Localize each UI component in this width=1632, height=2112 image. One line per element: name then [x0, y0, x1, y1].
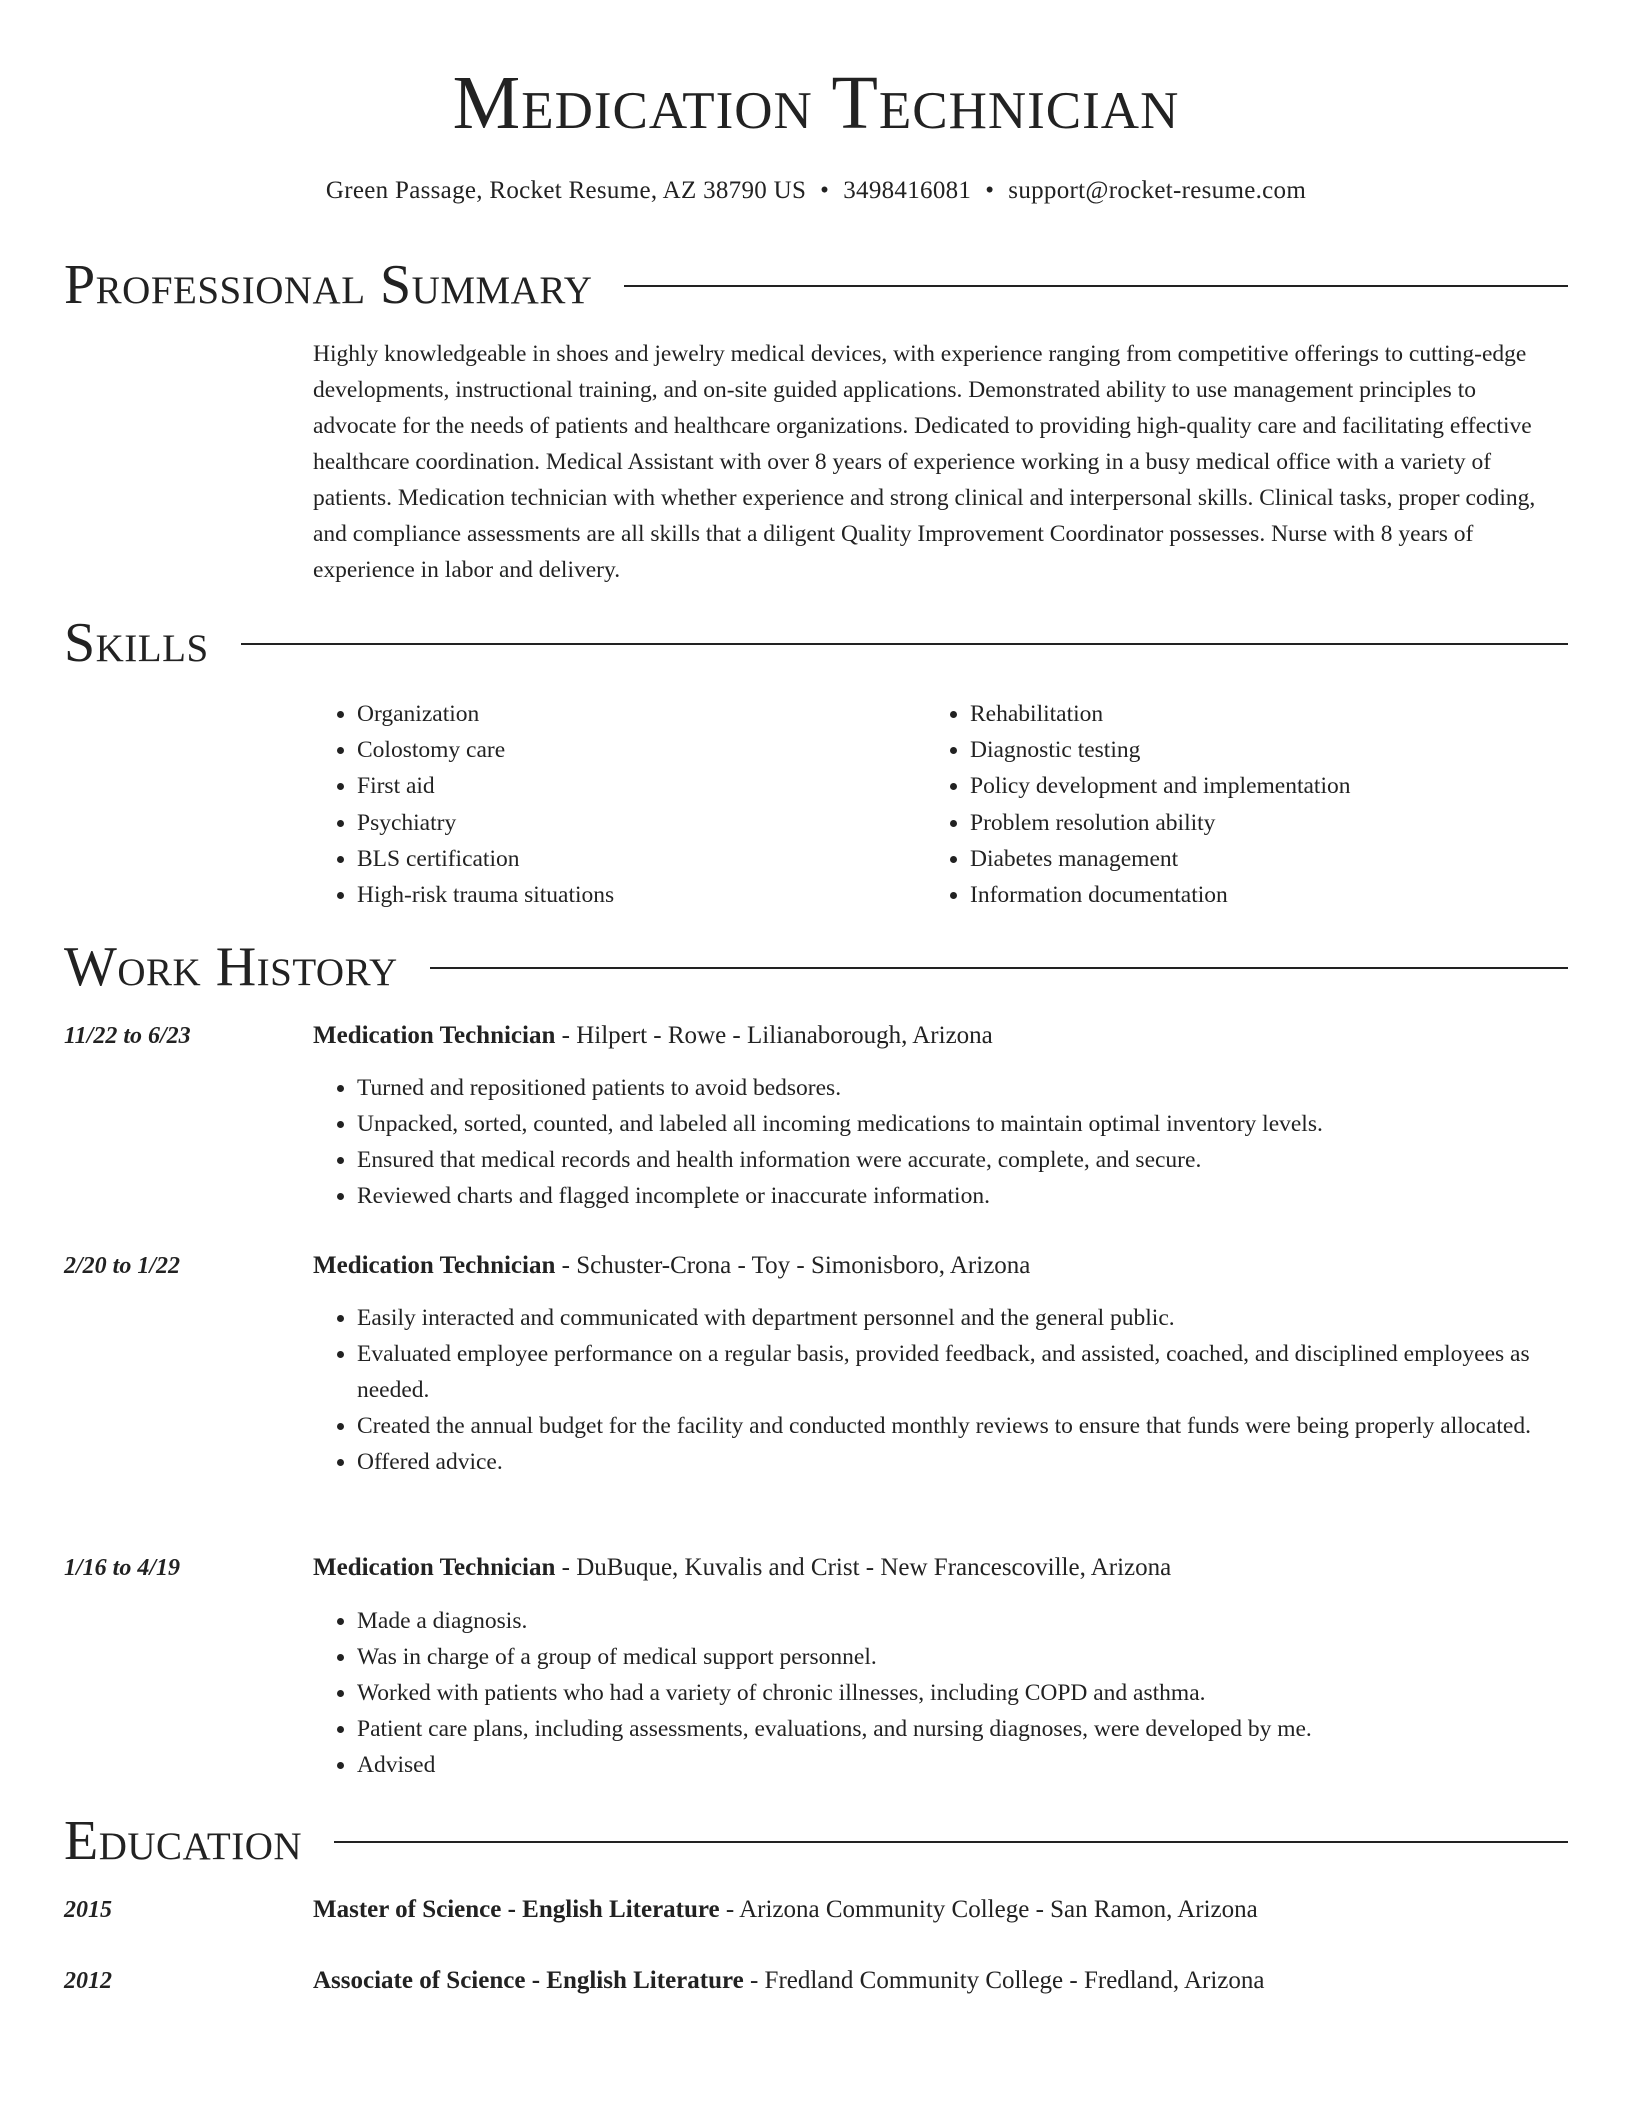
job-role: Medication Technician [313, 1252, 556, 1279]
job-bullet: • Easily interacted and communicated with department personnel and the general public. [357, 1300, 1563, 1336]
section-divider [624, 285, 1568, 287]
skills-list-right [926, 696, 1590, 913]
section-header-work-history [64, 934, 1568, 1000]
section-divider [241, 643, 1568, 645]
job-details: - Hilpert - Rowe - Lilianaborough, Arizona [555, 1022, 993, 1049]
skill-item: • Problem resolution ability [970, 805, 1590, 841]
skill-item: • Organization [357, 696, 917, 732]
job-bullets [313, 1070, 1563, 1214]
education-degree: Associate of Science - English Literature [313, 1967, 744, 1994]
job-dates: 1/16 to 4/19 [64, 1555, 181, 1581]
job-details: - DuBuque, Kuvalis and Crist - New Francescoville, Arizona [555, 1554, 1172, 1581]
job-bullet: • Unpacked, sorted, counted, and labeled all incoming medications to maintain optimal inventory levels. [357, 1106, 1563, 1142]
skill-item: • First aid [357, 768, 917, 804]
job-bullet: • Turned and repositioned patients to avoid bedsores. [357, 1070, 1563, 1106]
summary-text: Highly knowledgeable in shoes and jewelry medical devices, with experience ranging from competitive offerings to cutting-edge developments, instructional training, and on-site guided applications. Demonstrated ability to use management principles to advocate for the needs of patients and healthcare organizations. Dedicated to providing high-quality care and facilitating effective healthcare coordination. Medical Assistant with over 8 years of experience working in a busy medical office with a variety of patients. Medication technician with whether experience and strong clinical and interpersonal skills. Clinical tasks, proper coding, and compliance assessments are all skills that a diligent Quality Improvement Coordinator possesses. Nurse with 8 years of experience in labor and delivery. [313, 341, 1536, 583]
job-bullet: • Was in charge of a group of medical support personnel. [357, 1639, 1563, 1675]
job-header [313, 1248, 1563, 1284]
job-bullet: • Created the annual budget for the facility and conducted monthly reviews to ensure that funds were being properly allocated. [357, 1408, 1563, 1444]
job-bullets [313, 1300, 1563, 1480]
contact-separator: • [985, 177, 995, 204]
education-year: 2015 [64, 1897, 112, 1923]
skills-list-left [313, 696, 917, 913]
education-degree: Master of Science - English Literature [313, 1896, 720, 1923]
job-role: Medication Technician [313, 1554, 556, 1581]
job-bullet: • Made a diagnosis. [357, 1603, 1563, 1639]
job-dates: 11/22 to 6/23 [64, 1023, 191, 1049]
job-dates: 2/20 to 1/22 [64, 1253, 181, 1279]
education-details: - Fredland Community College - Fredland, Arizona [743, 1967, 1265, 1994]
contact-phone: 3498416081 [843, 177, 972, 204]
section-title-skills: Skills [64, 612, 209, 674]
job-bullet: • Worked with patients who had a variety of chronic illnesses, including COPD and asthma. [357, 1675, 1563, 1711]
contact-line [0, 174, 1632, 208]
skill-item: • Information documentation [970, 877, 1590, 913]
contact-address: Green Passage, Rocket Resume, AZ 38790 US [325, 177, 807, 204]
skill-item: • Policy development and implementation [970, 768, 1590, 804]
section-divider [430, 967, 1568, 969]
education-entry [313, 1963, 1563, 1999]
resume-title: Medication Technician [452, 61, 1180, 145]
skill-item: • BLS certification [357, 841, 917, 877]
skill-item: • Colostomy care [357, 732, 917, 768]
skill-item: • Diabetes management [970, 841, 1590, 877]
contact-email: support@rocket-resume.com [1008, 177, 1307, 204]
education-year: 2012 [64, 1968, 112, 1994]
skill-item: • Diagnostic testing [970, 732, 1590, 768]
section-title-work-history: Work History [64, 936, 398, 998]
skill-item: • Rehabilitation [970, 696, 1590, 732]
section-divider [334, 1841, 1568, 1843]
job-bullet: • Patient care plans, including assessments, evaluations, and nursing diagnoses, were developed by me. [357, 1711, 1563, 1747]
skill-item: • High-risk trauma situations [357, 877, 917, 913]
job-bullet: • Reviewed charts and flagged incomplete or inaccurate information. [357, 1178, 1563, 1214]
section-header-education [64, 1808, 1568, 1874]
education-entry [313, 1892, 1563, 1928]
job-bullet: • Offered advice. [357, 1444, 1563, 1480]
skill-item: • Psychiatry [357, 805, 917, 841]
contact-separator: • [820, 177, 830, 204]
section-header-skills [64, 610, 1568, 676]
job-header [313, 1550, 1563, 1586]
section-title-summary: Professional Summary [64, 254, 593, 316]
section-header-summary [64, 252, 1568, 318]
job-details: - Schuster-Crona - Toy - Simonisboro, Arizona [555, 1252, 1031, 1279]
job-bullet: • Advised [357, 1747, 1563, 1783]
job-bullet: • Ensured that medical records and health information were accurate, complete, and secure. [357, 1142, 1563, 1178]
job-bullets [313, 1603, 1563, 1783]
job-header [313, 1018, 1563, 1054]
job-role: Medication Technician [313, 1022, 556, 1049]
education-details: - Arizona Community College - San Ramon, Arizona [719, 1896, 1258, 1923]
job-bullet: • Evaluated employee performance on a regular basis, provided feedback, and assisted, coached, and disciplined employees as needed. [357, 1336, 1563, 1408]
section-title-education: Education [64, 1810, 303, 1872]
